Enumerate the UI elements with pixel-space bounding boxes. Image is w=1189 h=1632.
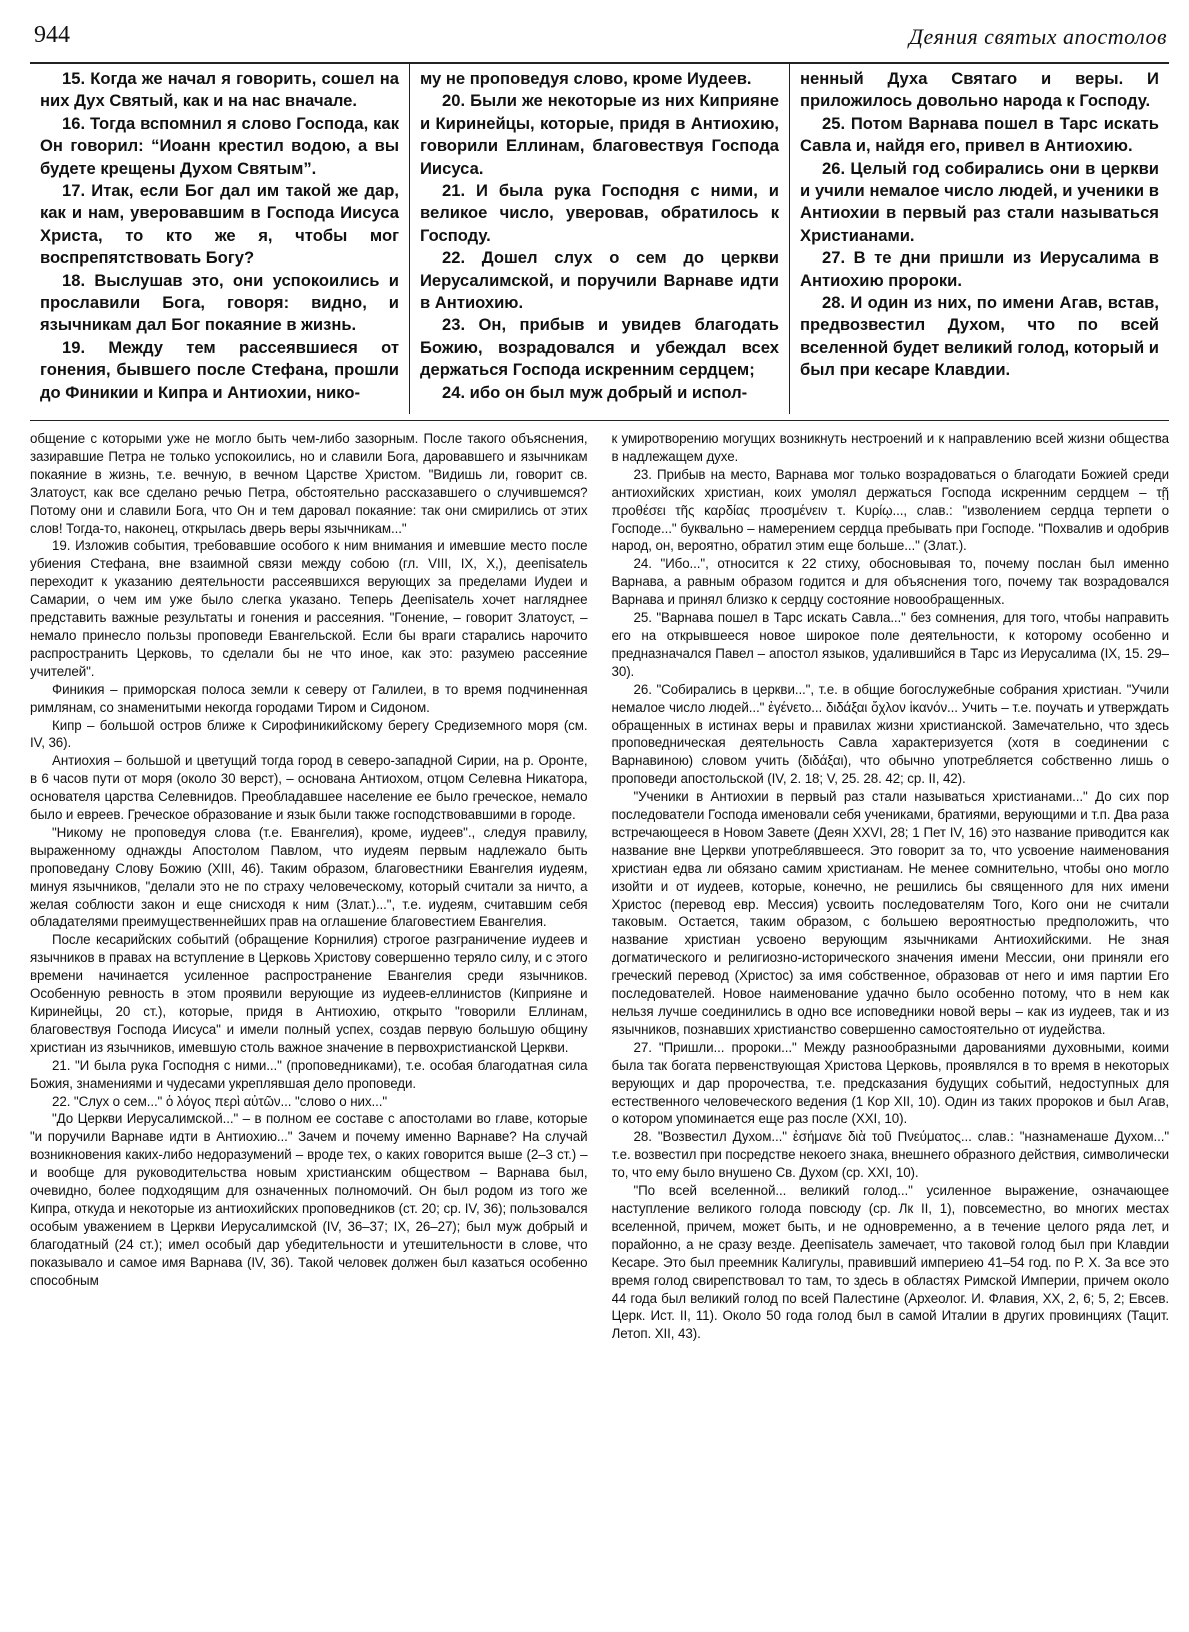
verse: 17. Итак, если Бог дал им такой же дар, как и нам, уверовавшим в Господа Иисуса Христа, то кто же я, чтобы мог воспрепятствовать Богу?	[40, 181, 399, 268]
commentary-paragraph: к умиротворению могущих возникнуть нестроений и к направлению всей жизни общества в надлежащем духе.	[611, 431, 1169, 464]
verse: 19. Между тем рассеявшиеся от гонения, бывшего после Стефана, прошли до Финикии и Кипра и Антиохии, нико-	[40, 337, 399, 402]
running-title: Деяния святых апостолов	[909, 24, 1167, 49]
commentary-paragraph: 25. "Варнава пошел в Тарс искать Савла..." без сомнения, для того, чтобы направить его на открывшееся новое широкое поле деятельности, к которому особенно и предназначался Павел – апостол языков, удалившийся в Тарс из Иерусалима (IX, 15. 29–30).	[611, 610, 1169, 679]
commentary-paragraph: Финикия – приморская полоса земли к северу от Галилеи, в то время подчиненная римлянам, со знаменитыми некогда городами Тиром и Сидоном.	[30, 681, 588, 715]
commentary-paragraph: Кипр – большой остров ближе к Сирофиникийскому берегу Средиземного моря (см. IV, 36).	[30, 717, 588, 751]
verse: 23. Он, прибыв и увидев благодать Божию, возрадовался и убеждал всех держаться Господа искренним сердцем;	[420, 315, 779, 380]
verse: 18. Выслушав это, они успокоились и прославили Бога, говоря: видно, и язычникам дал Бог покаяние в жизнь.	[40, 270, 399, 335]
page-header	[30, 12, 1169, 64]
commentary-paragraph: "Никому не проповедуя слова (т.е. Евангелия), кроме, иудеев"., следуя правилу, выраженному однажды Апостолом Павлом, что иудеям первым надлежало быть проповедану Слову Божию (XIII, 46). Таким образом, благовестники Евангелия иудеям, минуя язычников, "делали это не по страху человеческому, который считали за ничто, а желая соблюсти закон и еще снисходя к ним (Злат.)...", т.е. иудеям, считавшим себя обладателями преимущественнейших прав на оглашение благовестием Евангелия.	[30, 824, 588, 930]
verse: 24. ибо он был муж добрый и испол-	[442, 382, 748, 402]
commentary-paragraph: 21. "И была рука Господня с ними..." (проповедниками), т.е. особая благодатная сила Божия, знамениями и чудесами укреплявшая дело проповеди.	[30, 1057, 588, 1091]
verse: 22. Дошел слух о сем до церкви Иерусалимской, и поручили Варнаве идти в Антиохию.	[420, 248, 779, 313]
commentary-paragraph: 23. Прибыв на место, Варнава мог только возрадоваться о благодати Божией среди антиохийских христиан, коих умолял держаться Господа искренним сердцем – τῇ προθέσει τῆς καρδίας προσμένειν τ. Κυρίῳ..., слав.: "изволением сердца терпети о Господе..." буквально – намерением сердца пребывать при Господе. "Похвалив и одобрив народ, он, вероятно, обратил этим еще больше..." (Злат.).	[611, 466, 1169, 554]
commentary-paragraph: 26. "Собирались в церкви...", т.е. в общие богослужебные собрания христиан. "Учили немалое число людей..." ἐγένετο... διδάξαι ὄχλον ἱκανόν... Учить – т.е. поучать и утверждать обращенных в истинах веры и правилах жизни христианской. Замечательно, что здесь проповедническая деятельность Савла характеризуется (хотя в соединении с Варнавиною) словом учить (διδάξαι), что обычно употребляется собственно лишь о проповеди апостольской (IV, 2. 18; V, 25. 28. 42; ср. II, 42).	[611, 681, 1169, 787]
verse: 27. В те дни пришли из Иерусалима в Антиохию пророки.	[800, 248, 1159, 290]
verse: 25. Потом Варнава пошел в Тарс искать Савла и, найдя его, привел в Антиохию.	[800, 113, 1159, 156]
commentary-paragraph: "По всей вселенной... великий голод..." усиленное выражение, означающее наступление великого голода повсюду (ср. Лк II, 1), повсеместно, во многих местах вселенной, причем, может быть, и не одновременно, а в течение целого ряда лет, и порайонно, а не сразу везде. Деепisatель замечает, что таковой голод был при Клавдии Кесаре. Это был преемник Калигулы, правивший империею 41–54 год. по Р. Х. За все это время голод свирепствовал то там, то здесь в областях Римской Империи, причем около 44 года был великий голод по всей Палестине (Археолог. И. Флавия, XX, 2, 6; 5, 2; Евсев. Церк. Ист. II, 11). Около 50 года голод был в самой Италии в других провинциях (Тацит. Летоп. XII, 43).	[611, 1183, 1169, 1342]
commentary-paragraph: Антиохия – большой и цветущий тогда город в северо-западной Сирии, на р. Оронте, в 6 часов пути от моря (около 30 верст), – основана Антиохом, отцом Селевна Никатора, основателя царства Селевнидов. Преобладавшее население ее было греческое, немало было и евреев. Греческое образование и язык были также господствовавшими в городе.	[30, 753, 588, 823]
verse-column-1	[30, 64, 409, 414]
verse: 16. Тогда вспомнил я слово Господа, как Он говорил: “Иоанн крестил водою, а вы будете крещены Духом Святым”.	[40, 113, 399, 178]
verse: 21. И была рука Господня с ними, и великое число, уверовав, обратилось к Господу.	[420, 181, 779, 245]
scripture-verses	[30, 64, 1169, 414]
verse-column-2	[409, 64, 789, 414]
commentary-paragraph: общение с которыми уже не могло быть чем-либо зазорным. После такого объяснения, зазиравшие Петра не только успокоились, но и славили Бога, даровавшего и язычникам покаяние в жизнь, т.е. вечную, в вечном Царстве Христом. "Видишь ли, говорит св. Златоуст, как все сделано речью Петра, обстоятельно рассказавшего о случившемся? Потому они и славили Бога, что Он и тем даровал покаяние: так они смирились от этих слов! Тогда-то, наконец, открылась дверь веры язычникам..."	[30, 431, 588, 536]
verse: 15. Когда же начал я говорить, сошел на них Дух Святый, как и на нас вначале.	[40, 69, 399, 111]
commentary-paragraph: 28. "Возвестил Духом..." ἐσήμανε διὰ τοῦ Πνεύματος... слав.: "назнаменаше Духом..." т.е. возвестил при посредстве некоего знака, внешнего образного действия, символически то, что ему было внушено Св. Духом (ср. XXI, 10).	[611, 1129, 1169, 1181]
commentary-paragraph: "До Церкви Иерусалимской..." – в полном ее составе с апостолами во главе, которые "и поручили Варнаве идти в Антиохию..." Зачем и почему именно Варнаве? На случай возникновения каких-либо недоразумений – вроде тех, о каких говорится выше (2–3 ст.) – и вообще для руководительства новым христианским обществом – Варнава был, очевидно, более подходящим для означенных полномочий. Он был родом из того же Кипра, откуда и некоторые из антиохийских проповедников (ст. 20; ср. IV, 36); пользовался особым уважением в Церкви Иерусалимской (IV, 36–37; IX, 26–27); был муж добрый и благодатный (24 ст.); имел особый дар убедительности и утешительности в слове, что показывало и самое имя Варнава (IV, 36). Такой человек должен был казаться особенно способным	[30, 1111, 588, 1288]
verse-continuation: ненный Духа Святаго и веры. И приложилось довольно народа к Господу.	[800, 69, 1159, 111]
commentary-paragraph: После кесарийских событий (обращение Корнилия) строгое разграничение иудеев и язычников в правах на вступление в Церковь Христову совершенно теряло силу, и с этого времени начинается усиленное распространение Евангелия среди язычников. Особенную ревность в этом проявили верующие из иудеев-еллинистов (Киприяне и Киринейцы, 20 ст.), которые, придя в Антиохию, открыто "говорили Еллинам, благовествуя Господа Иисуса" и имели полный успех, создав первую большую общину христиан из язычников, имевшую столь важное значение в первохристианской Церкви.	[30, 932, 588, 1055]
section-divider	[30, 420, 1169, 421]
verse: 26. Целый год собирались они в церкви и учили немалое число людей, и ученики в Антиохии в первый раз стали называться Христианами.	[800, 158, 1159, 245]
commentary-paragraph: 24. "Ибо...", относится к 22 стиху, обосновывая то, почему послан был именно Варнава, а равным образом годится и для объяснения того, почему так возрадовался Варнава и принял близко к сердцу состояние новообращенных.	[611, 556, 1169, 608]
verse: 28. И один из них, по имени Агав, встав, предвозвестил Духом, что по всей вселенной будет великий голод, который и был при кесаре Клавдии.	[800, 293, 1159, 380]
commentary-paragraph: 19. Изложив события, требовавшие особого к ним внимания и имевшие место после убиения Стефана, вне взаимной связи между собою (гл. VIII, IX, X,), деепisatель переходит к указанию деятельности рассеявшихся верующих за пределами Иудеи и Самарии, о чем им уже было слегка указано. Теперь Деепisatель хочет нагляднее представить важные результаты и гонения и рассеяния. "Гонение, – говорит Златоуст, – немало принесло пользы проповеди Евангельской. Если бы враги старались нарочито распространить Церковь, то сделали бы не что иное, как это: разумею рассеяние учителей".	[30, 538, 588, 679]
page-number: 944	[34, 22, 70, 48]
verse-column-3	[789, 64, 1169, 414]
commentary-paragraph: 22. "Слух о сем..." ὁ λόγος περὶ αὐτῶν... "слово о них..."	[52, 1093, 388, 1109]
commentary-paragraph: "Ученики в Антиохии в первый раз стали называться христианами..." До сих пор последователи Господа именовали себя учениками, братиями, верующими и т.п. Два раза встречающееся в Новом Завете (Деян XXVI, 28; 1 Пет IV, 16) это название приводится как название вне Церкви употреблявшееся. Это говорит за то, что усвоение наименования христиан едва ли обязано самим христианам. Не менее сомнительно, чтобы оно могло изойти и от иудеев, которые, конечно, не решились бы священного для них имени Христос (перевод евр. Мессия) усвоить последователям Того, Кого они не считали таковым. Остается, таким образом, с большею вероятностью предположить, что название христиан усвоено верующим язычниками Антиохийскими. Не зная догматического и религиозно-исторического значения имени Мессии, они приняли его греческий перевод (Христос) за имя собственное, образовав от него и имя партии Его последователей. Новое наименование удачно было особенно потому, что в нем как нельзя лучше соединились в одно все исповедники новой веры – как из иудеев, так и из язычников, познавших христианство совершенно самостоятельно от иудейства.	[611, 789, 1169, 1037]
commentary-paragraph: 27. "Пришли... пророки..." Между разнообразными дарованиями духовными, коими была так богата первенствующая Христова Церковь, проявлялся в то время в некоторых верующих и дар пророчества, т.е. предсказания будущих событий, недоступных для естественного человеческого ведения (1 Кор XII, 10). Один из таких пророков и был Агав, о котором упоминается еще раз после (XXI, 10).	[611, 1039, 1169, 1127]
commentary-column-left	[30, 430, 588, 1624]
commentary	[30, 430, 1169, 1624]
commentary-column-right	[612, 430, 1170, 1624]
verse: 20. Были же некоторые из них Киприяне и Киринейцы, которые, придя в Антиохию, говорили Еллинам, благовествуя Господа Иисуса.	[420, 91, 779, 178]
verse-continuation: му не проповедуя слово, кроме Иудеев.	[420, 69, 752, 88]
